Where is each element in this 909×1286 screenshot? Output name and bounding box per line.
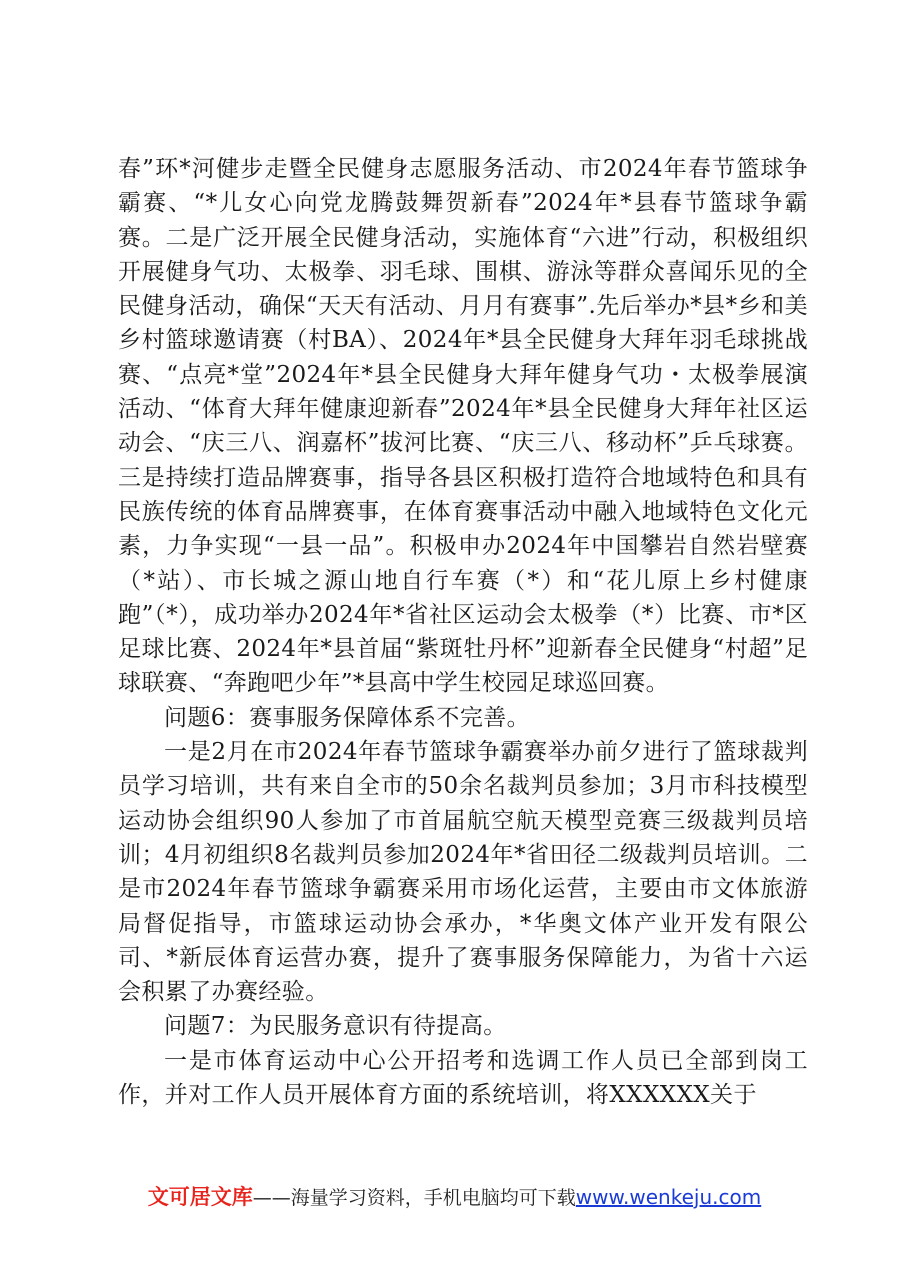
- paragraph-issue-7-body: 一是市体育运动中心公开招考和选调工作人员已全部到岗工作，并对工作人员开展体育方面的系统培训，将XXXXXX关于: [118, 1047, 808, 1109]
- paragraph-issue-6-body: 一是2月在市2024年春节篮球争霸赛举办前夕进行了篮球裁判员学习培训，共有来自全市的50余名裁判员参加；3月市科技模型运动协会组织90人参加了市首届航空航天模型竞赛三级裁判员培训；4月初组织8名裁判员参加2024年*省田径二级裁判员培训。二是市2024年春节篮球争霸赛采用市场化运营，主要由市文体旅游局督促指导，市篮球运动协会承办，*华奥文体产业开发有限公司、*新辰体育运营办赛，提升了赛事服务保障能力，为省十六运会积累了办赛经验。: [118, 739, 808, 1006]
- document-body: [118, 152, 808, 1112]
- footer-dash: ——: [252, 1187, 291, 1209]
- footer-tagline: 海量学习资料，手机电脑均可下载: [290, 1187, 576, 1209]
- paragraph-continuation: 春”环*河健步走暨全民健身志愿服务活动、市2024年春节篮球争霸赛、“*儿女心向党龙腾鼓舞贺新春”2024年*县春节篮球争霸赛。二是广泛开展全民健身活动，实施体育“六进”行动，积极组织开展健身气功、太极拳、羽毛球、围棋、游泳等群众喜闻乐见的全民健身活动，确保“天天有活动、月月有赛事”.先后举办*县*乡和美乡村篮球邀请赛（村BA）、2024年*县全民健身大拜年羽毛球挑战赛、“点亮*堂”2024年*县全民健身大拜年健身气功・太极拳展演活动、“体育大拜年健康迎新春”2024年*县全民健身大拜年社区运动会、“庆三八、润嘉杯”拔河比赛、“庆三八、移动杯”乒乓球赛。三是持续打造品牌赛事，指导各县区积极打造符合地域特色和具有民族传统的体育品牌赛事，在体育赛事活动中融入地域特色文化元素，力争实现“一县一品”。积极申办2024年中国攀岩自然岩壁赛（*站）、市长城之源山地自行车赛（*）和“花儿原上乡村健康跑”（*），成功举办2024年*省社区运动会太极拳（*）比赛、市*区足球比赛、2024年*县首届“紫斑牡丹杯”迎新春全民健身“村超”足球联赛、“奔跑吧少年”*县高中学生校园足球巡回赛。: [118, 156, 808, 697]
- footer-url-link[interactable]: www.wenkeju.com: [575, 1185, 762, 1209]
- heading-issue-7: 问题7：为民服务意识有待提高。: [164, 1013, 507, 1040]
- footer-banner: [0, 1184, 909, 1211]
- footer-brand: 文可居文库: [147, 1185, 253, 1209]
- heading-issue-6: 问题6：赛事服务保障体系不完善。: [164, 704, 531, 731]
